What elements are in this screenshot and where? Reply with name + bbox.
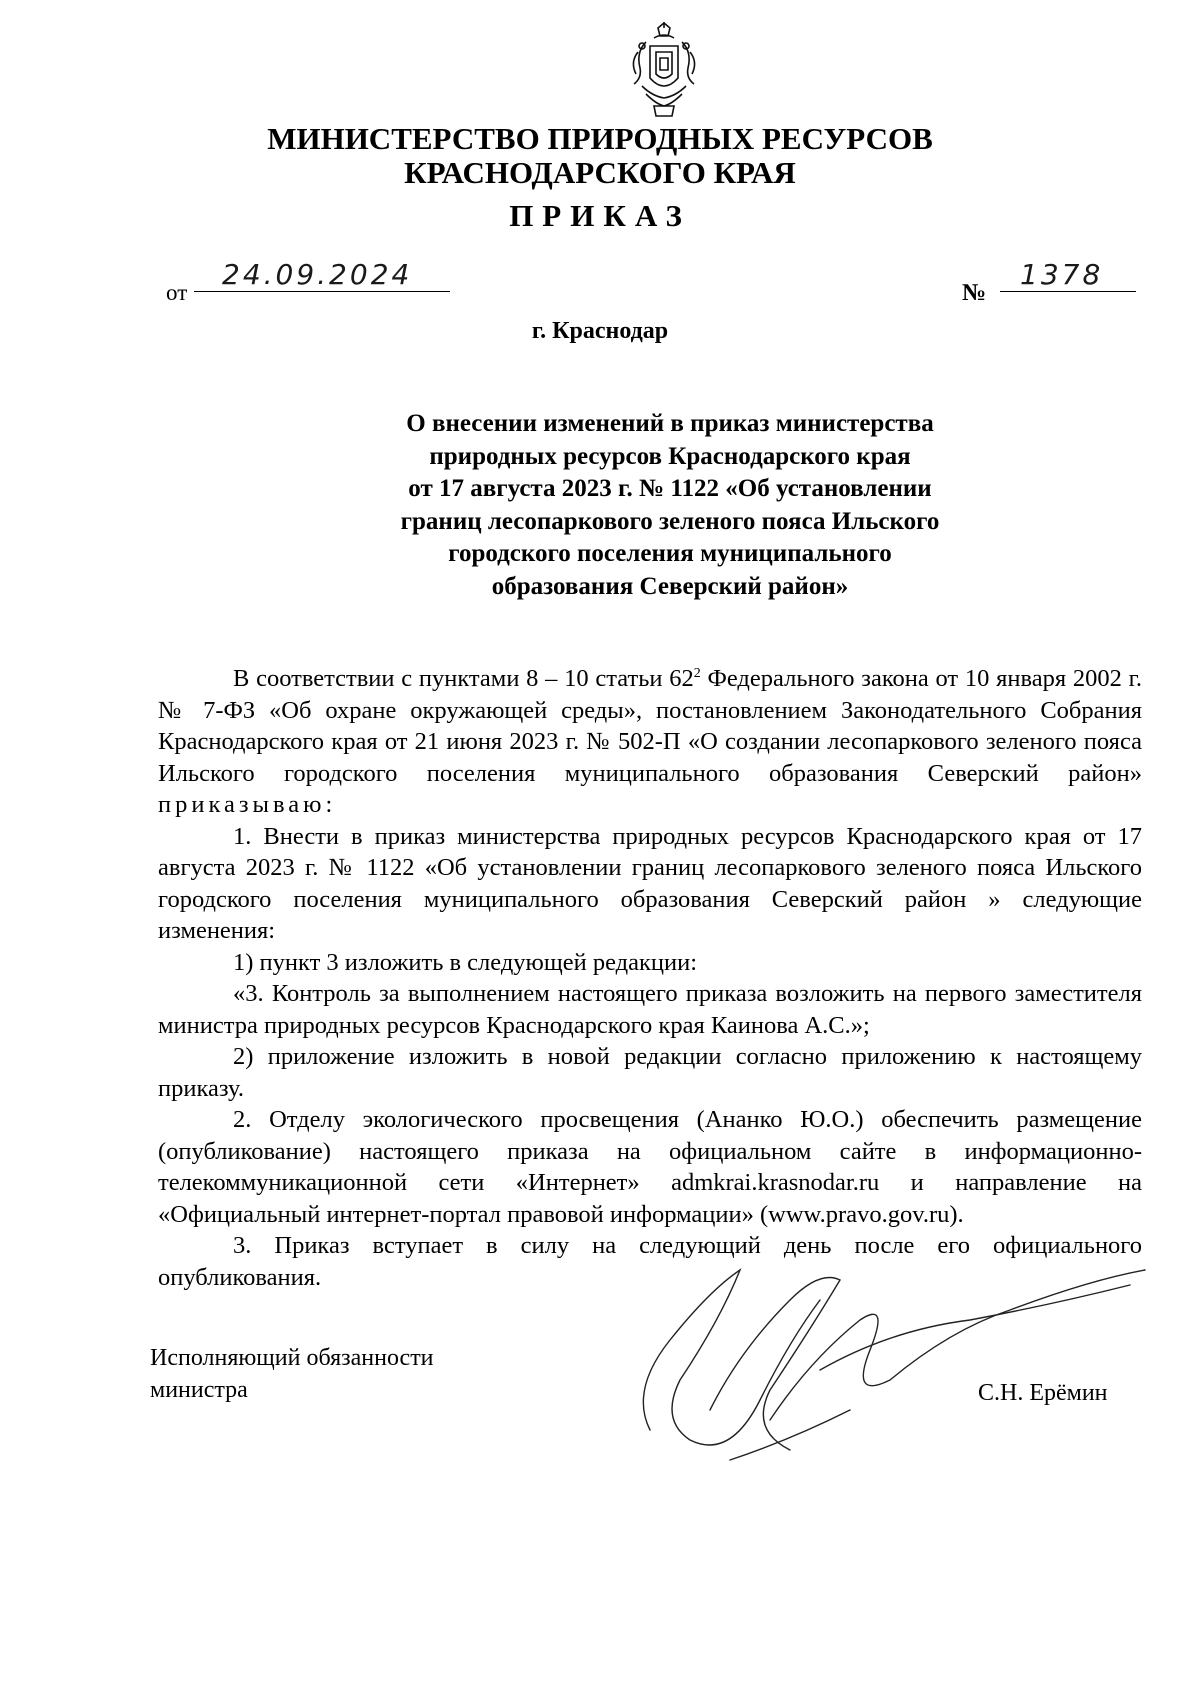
date-value: 24.09.2024 xyxy=(194,258,450,292)
paragraph-subitem-1: 1) пункт 3 изложить в следующей редакции: xyxy=(233,948,698,976)
paragraph-preamble xyxy=(158,663,1142,821)
subject-line: границ лесопаркового зеленого пояса Ильского xyxy=(400,507,940,535)
paragraph-item-3: 3. Приказ вступает в силу на следующий день после его официального опубликования. xyxy=(158,1232,1142,1291)
city: г. Краснодар xyxy=(531,318,669,344)
paragraph-item-2: 2. Отделу экологического просвещения (Ананко Ю.О.) обеспечить размещение (опубликование) настоящего приказа на официальном сайте в информационно-телекоммуникационной сети «Интернет» admkrai.krasnodar.ru и направление на «Официальный интернет-портал правовой информации» (www.pravo.gov.ru). xyxy=(158,1106,1142,1228)
document-type: ПРИКАЗ xyxy=(509,198,691,233)
paragraph-subitem-2: 2) приложение изложить в новой редакции согласно приложению к настоящему приказу. xyxy=(158,1043,1142,1102)
order-subject xyxy=(330,408,1010,603)
ministry-name-line1: МИНИСТЕРСТВО ПРИРОДНЫХ РЕСУРСОВ xyxy=(267,121,933,156)
article-superscript: 2 xyxy=(693,665,701,681)
subject-line: природных ресурсов Краснодарского края xyxy=(429,442,911,470)
paragraph-quote: «3. Контроль за выполнением настоящего приказа возложить на первого заместителя министра природных ресурсов Краснодарского края Каинова А.С.»; xyxy=(158,980,1142,1039)
subject-line: городского поселения муниципального xyxy=(448,540,892,567)
paragraph-item-1: 1. Внести в приказ министерства природных ресурсов Краснодарского края от 17 августа 2023 г. № 1122 «Об установлении границ лесопаркового зеленого пояса Ильского городского поселения муниципального образования Северский район » следующие изменения: xyxy=(158,822,1142,944)
signatory-position xyxy=(150,1342,434,1406)
subject-line: от 17 августа 2023 г. № 1122 «Об установлении xyxy=(408,475,932,502)
position-line1: Исполняющий обязанности xyxy=(150,1345,434,1371)
order-body xyxy=(158,663,1142,1293)
number-value: 1378 xyxy=(1000,258,1136,292)
ministry-name-line2: КРАСНОДАРСКОГО КРАЯ xyxy=(404,155,796,190)
subject-line: О внесении изменений в приказ министерства xyxy=(406,410,934,437)
coat-of-arms-icon xyxy=(628,22,700,120)
order-word: приказываю: xyxy=(158,791,337,818)
ministry-name xyxy=(0,122,1200,190)
number-label: № xyxy=(962,280,987,306)
handwritten-signature-icon xyxy=(590,1210,1150,1490)
position-line2: министра xyxy=(150,1377,248,1403)
subject-line: образования Северский район» xyxy=(491,572,849,600)
preamble-text-cont: Федерального закона от 10 января 2002 г. № 7-ФЗ «Об охране окружающей среды», постановлением Законодательного Собрания Краснодарского края от 21 июня 2023 г. № 502-П «О создании лесопаркового зеленого пояса Ильского городского поселения муниципального образования Северский район» xyxy=(158,665,1143,787)
signatory-name: С.Н. Ерёмин xyxy=(978,1380,1108,1406)
preamble-text: В соответствии с пунктами 8 – 10 статьи 62 xyxy=(233,665,694,692)
date-label: от xyxy=(166,280,188,305)
